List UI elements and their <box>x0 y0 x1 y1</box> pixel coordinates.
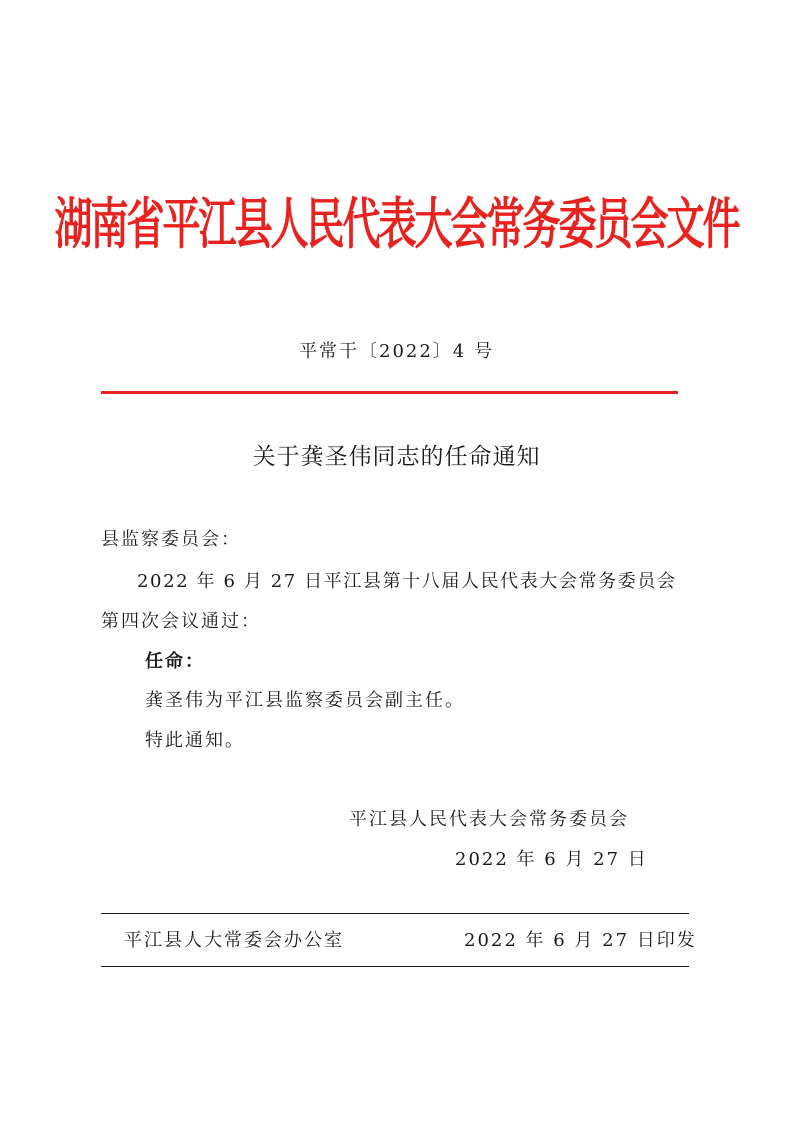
appointment-text: 龚圣伟为平江县监察委员会副主任。 <box>145 690 465 711</box>
paragraph-line-1: 2022 年 6 月 27 日平江县第十八届人民代表大会常务委员会 <box>137 571 677 592</box>
footer-print-date: 2022 年 6 月 27 日印发 <box>464 930 697 951</box>
footer-bottom-rule <box>101 966 689 967</box>
appoint-label: 任命： <box>145 651 205 672</box>
footer-office: 平江县人大常委会办公室 <box>124 930 344 951</box>
footer-top-rule <box>101 913 689 914</box>
paragraph-line-2: 第四次会议通过： <box>101 611 261 632</box>
addressee: 县监察委员会： <box>101 529 241 550</box>
signature-date: 2022 年 6 月 27 日 <box>455 849 648 870</box>
issuer-title: 湖南省平江县人民代表大会常务委员会文件 <box>54 192 739 256</box>
notice-title: 关于龚圣伟同志的任命通知 <box>252 444 541 470</box>
closing-text: 特此通知。 <box>145 730 245 751</box>
red-divider <box>101 391 678 394</box>
document-number: 平常干〔2022〕4 号 <box>299 341 494 362</box>
signature-organization: 平江县人民代表大会常务委员会 <box>349 809 629 830</box>
